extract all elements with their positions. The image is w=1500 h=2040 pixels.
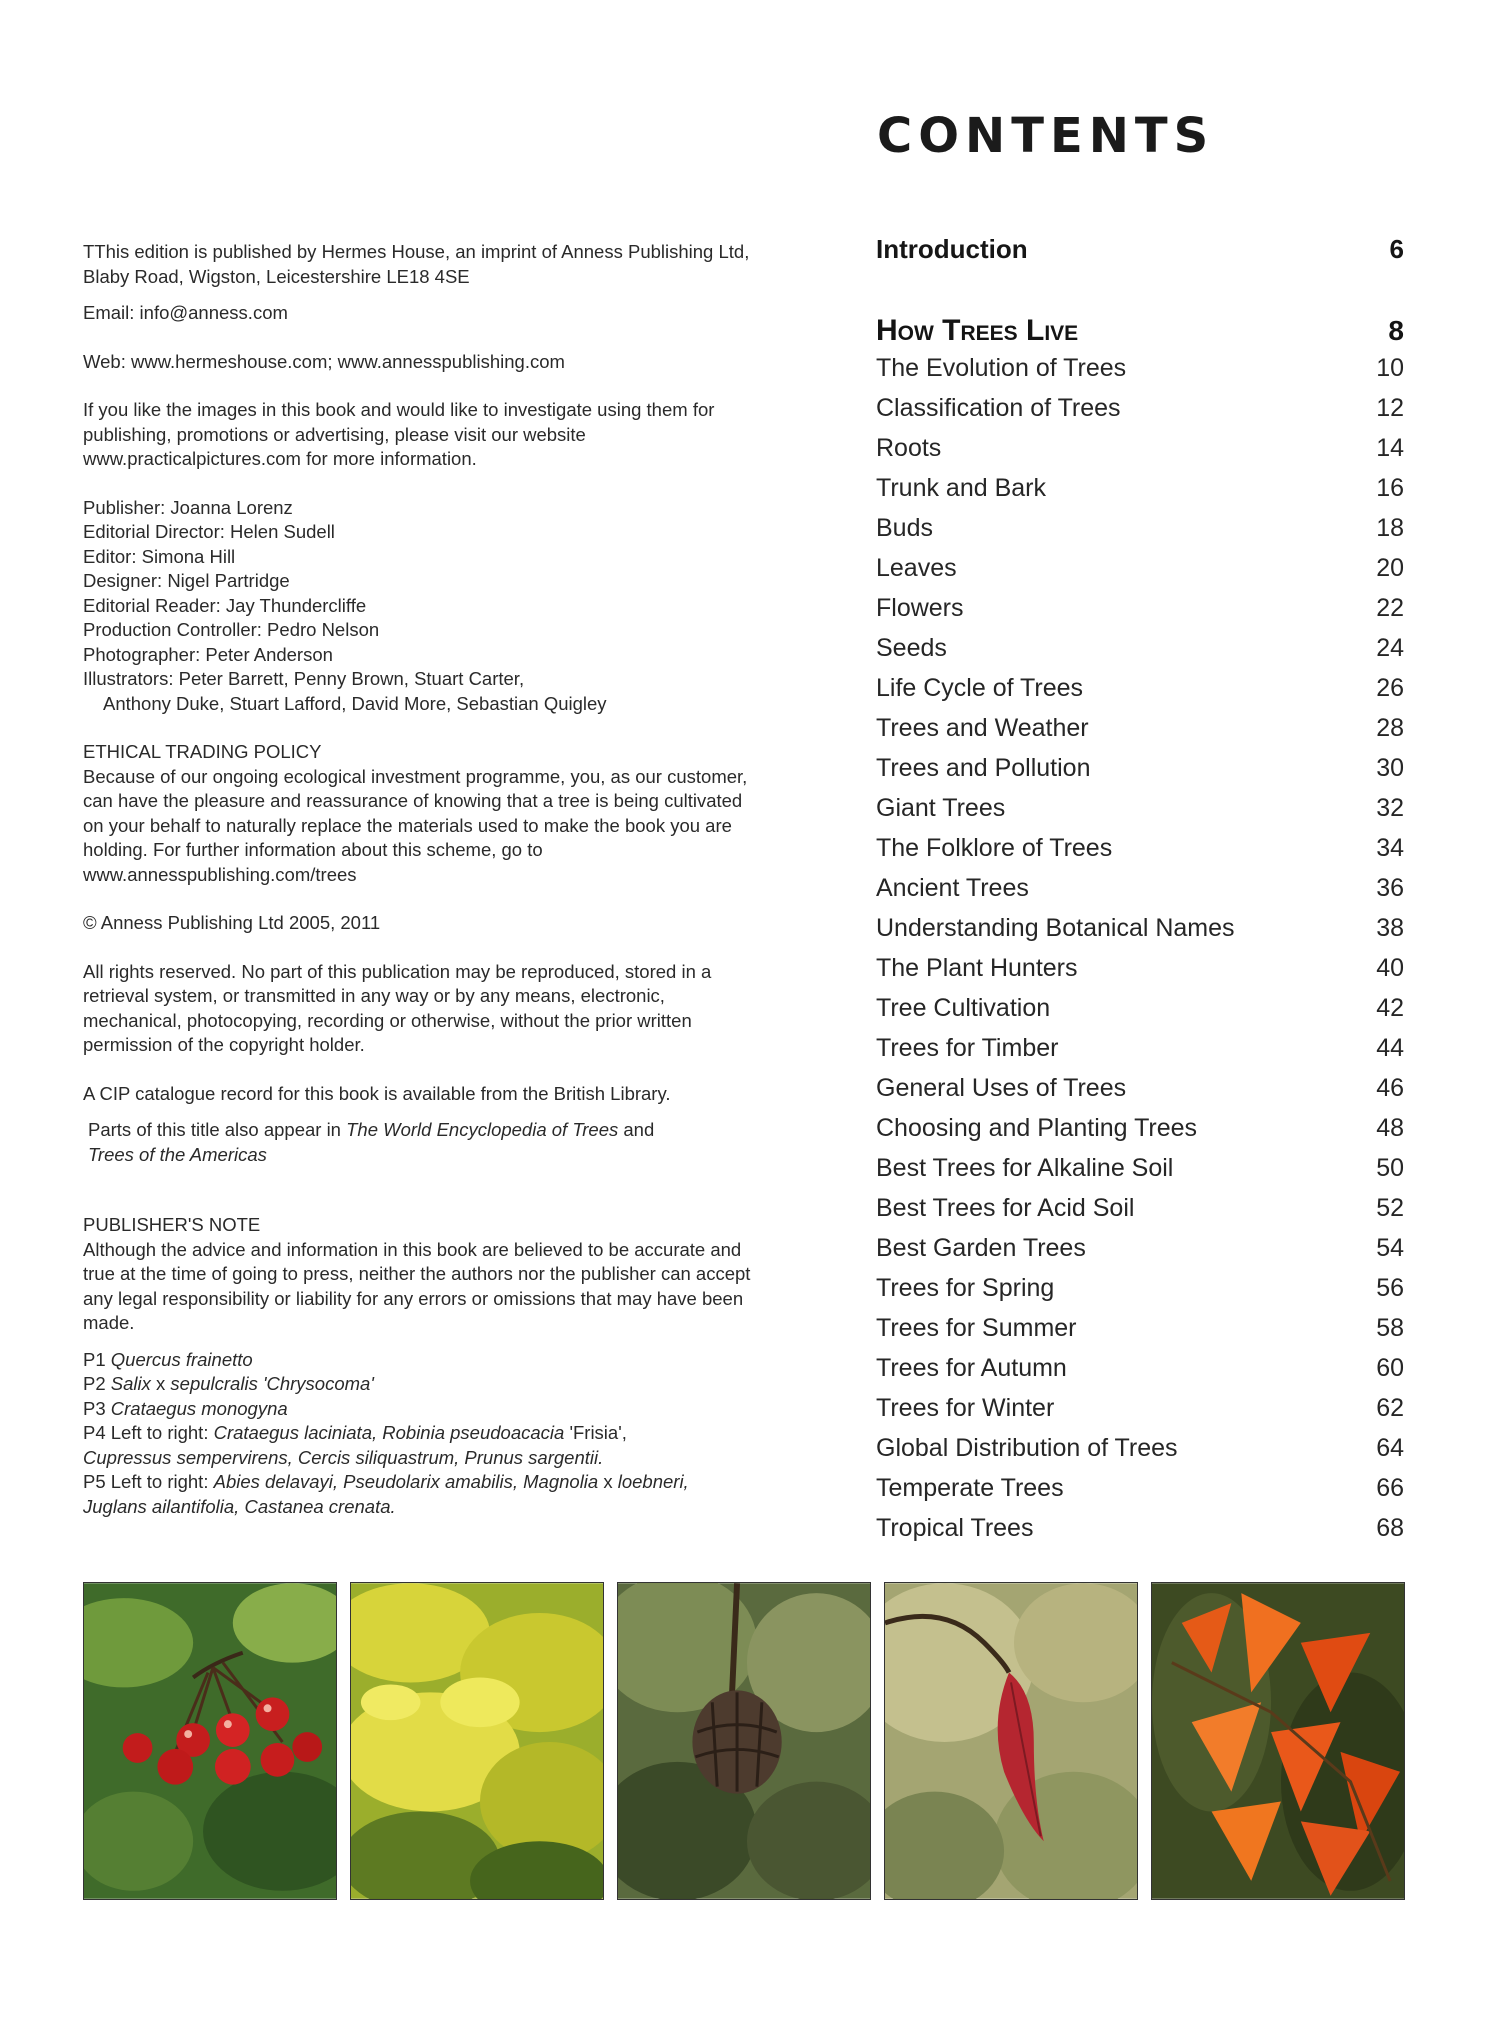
toc-entry-label: Giant Trees <box>876 794 1006 822</box>
note-line: true at the time of going to press, neither the authors nor the publisher can accept <box>83 1263 751 1284</box>
credit-line: Publisher: Joanna Lorenz <box>83 496 293 518</box>
toc-entry-page: 40 <box>1376 954 1404 982</box>
toc-entry-page: 16 <box>1376 474 1404 502</box>
cypress-cone-image <box>618 1583 870 1899</box>
toc-entry-page: 48 <box>1376 1114 1404 1142</box>
toc-entry-label: Tropical Trees <box>876 1514 1034 1542</box>
toc-entry[interactable] <box>876 674 1404 714</box>
toc-entry[interactable] <box>876 874 1404 914</box>
toc-entry-page: 64 <box>1376 1434 1404 1462</box>
toc-entry[interactable] <box>876 394 1404 434</box>
book-title: The World Encyclopedia of Trees <box>346 1119 619 1140</box>
toc-entry-label: Tree Cultivation <box>876 994 1051 1022</box>
credit-line: Editorial Reader: Jay Thundercliffe <box>83 594 367 616</box>
credit-line: Production Controller: Pedro Nelson <box>83 619 380 640</box>
caption-label: P5 Left to right: <box>83 1471 214 1492</box>
parts-and: and <box>618 1119 655 1140</box>
toc-entry[interactable] <box>876 1234 1404 1274</box>
toc-entry[interactable] <box>876 1194 1404 1234</box>
toc-entry[interactable] <box>876 714 1404 754</box>
toc-entry-label: The Evolution of Trees <box>876 354 1127 382</box>
toc-entry[interactable] <box>876 1154 1404 1194</box>
species-name: sepulcralis 'Chrysocoma' <box>170 1373 374 1394</box>
toc-entry-page: 56 <box>1376 1274 1404 1302</box>
caption-label: P4 Left to right: <box>83 1422 214 1443</box>
credit-line: Editor: Simona Hill <box>83 545 236 567</box>
page-title: CONTENTS <box>877 108 1215 164</box>
toc-entry-introduction[interactable] <box>876 234 1404 274</box>
toc-entry-label: Global Distribution of Trees <box>876 1434 1178 1462</box>
toc-entry-page: 60 <box>1376 1354 1404 1382</box>
toc-entry-label: Temperate Trees <box>876 1474 1064 1502</box>
credit-line: Photographer: Peter Anderson <box>83 643 333 665</box>
note-line: any legal responsibility or liability for any errors or omissions that may have been <box>83 1287 744 1309</box>
toc-entry-page: 66 <box>1376 1474 1404 1502</box>
rights-line: retrieval system, or transmitted in any way or by any means, electronic, <box>83 985 665 1006</box>
toc-entry-label: Leaves <box>876 554 957 582</box>
caption-p5 <box>83 1470 828 1495</box>
toc-entry-label: Best Garden Trees <box>876 1234 1086 1262</box>
toc-entry-page: 52 <box>1376 1194 1404 1222</box>
toc-entry-label: Introduction <box>876 234 1028 264</box>
rights-line: permission of the copyright holder. <box>83 1034 365 1055</box>
toc-entry-page: 34 <box>1376 834 1404 862</box>
photo-captions <box>83 1348 828 1520</box>
caption-label: P2 <box>83 1373 111 1394</box>
toc-entry-page: 26 <box>1376 674 1404 702</box>
images-note-line: www.practicalpictures.com for more information. <box>83 448 477 469</box>
toc-intro <box>876 234 1404 274</box>
toc-entry[interactable] <box>876 514 1404 554</box>
imprint-column <box>83 240 828 1519</box>
rights-line: mechanical, photocopying, recording or otherwise, without the prior written <box>83 1009 692 1031</box>
publisher-address: Blaby Road, Wigston, Leicestershire LE18 4SE <box>83 265 470 287</box>
species-name: Abies delavayi, Pseudolarix amabilis, Magnolia <box>213 1471 599 1492</box>
toc-entry[interactable] <box>876 1274 1404 1314</box>
species-name: Juglans ailantifolia, Castanea crenata. <box>83 1495 396 1517</box>
cercis-seed-pod-image <box>885 1583 1137 1899</box>
cultivar-name: 'Frisia', <box>564 1422 627 1443</box>
credit-line: Editorial Director: Helen Sudell <box>83 521 335 542</box>
toc-entry[interactable] <box>876 1354 1404 1394</box>
toc-entry-page: 62 <box>1376 1394 1404 1422</box>
toc-entry[interactable] <box>876 994 1404 1034</box>
toc-entry-page: 42 <box>1376 994 1404 1022</box>
caption-p4-cont <box>83 1446 828 1471</box>
toc-entry-page: 54 <box>1376 1234 1404 1262</box>
note-line: Although the advice and information in this book are believed to be accurate and <box>83 1238 742 1260</box>
toc-entry-page: 20 <box>1376 554 1404 582</box>
toc-entry-page: 6 <box>1389 234 1404 264</box>
toc-entry[interactable] <box>876 834 1404 874</box>
toc-entry-page: 50 <box>1376 1154 1404 1182</box>
images-note-line: If you like the images in this book and would like to investigate using them for <box>83 399 715 420</box>
copyright-line: © Anness Publishing Ltd 2005, 2011 <box>83 912 381 933</box>
toc-entry-page: 68 <box>1376 1514 1404 1542</box>
ethical-line: can have the pleasure and reassurance of knowing that a tree is being cultivated <box>83 790 743 811</box>
toc-entry-label: Trees for Summer <box>876 1314 1077 1342</box>
credit-line: Anthony Duke, Stuart Lafford, David More, Sebastian Quigley <box>103 692 607 714</box>
toc-entry-label: Buds <box>876 514 933 542</box>
toc-entry-label: Flowers <box>876 594 964 622</box>
toc-entry-page: 12 <box>1376 394 1404 422</box>
caption-p5-cont <box>83 1495 828 1520</box>
photo-cercis-pod <box>884 1582 1138 1900</box>
toc-entry[interactable] <box>876 1074 1404 1114</box>
photo-strip <box>83 1582 1405 1900</box>
toc-entry-label: Understanding Botanical Names <box>876 914 1235 942</box>
toc-entry[interactable] <box>876 1114 1404 1154</box>
photo-robinia-frisia <box>350 1582 604 1900</box>
toc-entry[interactable] <box>876 434 1404 474</box>
toc-entry[interactable] <box>876 354 1404 394</box>
toc-section-page: 8 <box>1388 315 1404 346</box>
hybrid-mark: x <box>150 1373 171 1394</box>
toc-entry-page: 28 <box>1376 714 1404 742</box>
toc-entry-page: 38 <box>1376 914 1404 942</box>
toc-section-label: How Trees Live <box>876 314 1079 347</box>
toc-entry[interactable] <box>876 1514 1404 1554</box>
toc-entry-label: Choosing and Planting Trees <box>876 1114 1198 1142</box>
caption-p1 <box>83 1348 828 1373</box>
ethical-policy <box>83 740 828 887</box>
toc-section-how-trees-live <box>876 314 1404 1554</box>
note-heading: PUBLISHER'S NOTE <box>83 1214 261 1235</box>
toc-entry-label: Best Trees for Acid Soil <box>876 1194 1135 1222</box>
toc-entry-page: 10 <box>1376 354 1404 382</box>
photo-hawthorn-berries <box>83 1582 337 1900</box>
toc-entry[interactable] <box>876 914 1404 954</box>
toc-entry[interactable] <box>876 954 1404 994</box>
toc-entry-page: 18 <box>1376 514 1404 542</box>
book-title: Trees of the Americas <box>88 1143 267 1165</box>
credits-list <box>83 496 828 717</box>
toc-entry[interactable] <box>876 1474 1404 1514</box>
ethical-heading: ETHICAL TRADING POLICY <box>83 741 322 762</box>
toc-entry-label: The Folklore of Trees <box>876 834 1113 862</box>
toc-entry[interactable] <box>876 1394 1404 1434</box>
toc-entry-label: Trees for Timber <box>876 1034 1059 1062</box>
images-note-line: publishing, promotions or advertising, please visit our website <box>83 423 586 445</box>
toc-entry-page: 44 <box>1376 1034 1404 1062</box>
toc-entry[interactable] <box>876 1434 1404 1474</box>
email-line: Email: info@anness.com <box>83 302 288 323</box>
note-line: made. <box>83 1312 135 1333</box>
toc-section-heading[interactable] <box>876 314 1404 354</box>
toc-entry[interactable] <box>876 1314 1404 1354</box>
publishers-note <box>83 1213 828 1336</box>
toc-entry[interactable] <box>876 594 1404 634</box>
photo-prunus-autumn <box>1151 1582 1405 1900</box>
toc-entry-page: 14 <box>1376 434 1404 462</box>
species-name: Cupressus sempervirens, Cercis siliquastrum, Prunus sargentii. <box>83 1446 604 1468</box>
toc-entry-label: The Plant Hunters <box>876 954 1078 982</box>
cip-line: A CIP catalogue record for this book is available from the British Library. <box>83 1082 671 1104</box>
hybrid-mark: x <box>598 1471 618 1492</box>
toc-entry-label: Best Trees for Alkaline Soil <box>876 1154 1174 1182</box>
caption-label: P3 <box>83 1397 111 1419</box>
toc-entry-label: Trees for Winter <box>876 1394 1055 1422</box>
toc-entry[interactable] <box>876 554 1404 594</box>
toc-entry-label: Trees and Weather <box>876 714 1089 742</box>
species-name: Crataegus laciniata, Robinia pseudoacacia <box>213 1422 565 1443</box>
toc-entry-page: 32 <box>1376 794 1404 822</box>
toc-entry[interactable] <box>876 754 1404 794</box>
caption-p2 <box>83 1372 828 1397</box>
species-name: Crataegus monogyna <box>110 1397 288 1419</box>
caption-label: P1 <box>83 1348 111 1370</box>
toc-entry-label: Seeds <box>876 634 947 662</box>
toc-entry-page: 46 <box>1376 1074 1404 1102</box>
ethical-line: on your behalf to naturally replace the materials used to make the book you are <box>83 814 732 836</box>
species-name: Quercus frainetto <box>110 1348 253 1370</box>
toc-entry-label: Trees for Autumn <box>876 1354 1067 1382</box>
toc-entry-label: Classification of Trees <box>876 394 1121 422</box>
toc-entry-label: Roots <box>876 434 942 462</box>
toc-entry[interactable] <box>876 474 1404 514</box>
parts-prefix: Parts of this title also appear in <box>88 1119 347 1140</box>
toc-entry-label: Trees for Spring <box>876 1274 1055 1302</box>
species-name: Salix <box>110 1373 151 1394</box>
toc-entry-label: General Uses of Trees <box>876 1074 1127 1102</box>
toc-entry-page: 30 <box>1376 754 1404 782</box>
web-line: Web: www.hermeshouse.com; www.annesspublishing.com <box>83 350 565 372</box>
toc-entry[interactable] <box>876 634 1404 674</box>
caption-p3 <box>83 1397 828 1422</box>
rights-notice <box>83 960 828 1058</box>
toc-entry-label: Life Cycle of Trees <box>876 674 1084 702</box>
credit-line: Illustrators: Peter Barrett, Penny Brown, Stuart Carter, <box>83 668 525 689</box>
parts-note <box>83 1118 828 1167</box>
rights-line: All rights reserved. No part of this publication may be reproduced, stored in a <box>83 960 712 982</box>
toc-entry-page: 24 <box>1376 634 1404 662</box>
ethical-line: Because of our ongoing ecological investment programme, you, as our customer, <box>83 765 748 787</box>
species-name: loebneri, <box>617 1471 689 1492</box>
photo-cypress-cone <box>617 1582 871 1900</box>
images-note <box>83 398 828 472</box>
toc-entry[interactable] <box>876 1034 1404 1074</box>
toc-entry-page: 58 <box>1376 1314 1404 1342</box>
ethical-line: holding. For further information about this scheme, go to <box>83 839 543 860</box>
prunus-autumn-leaves-image <box>1152 1583 1404 1899</box>
caption-p4 <box>83 1421 828 1446</box>
toc-entry-label: Ancient Trees <box>876 874 1029 902</box>
toc-entry-label: Trunk and Bark <box>876 474 1046 502</box>
toc-entry-label: Trees and Pollution <box>876 754 1091 782</box>
robinia-foliage-image <box>351 1583 603 1899</box>
toc-entry[interactable] <box>876 794 1404 834</box>
credit-line: Designer: Nigel Partridge <box>83 570 290 591</box>
publisher-line: TThis edition is published by Hermes House, an imprint of Anness Publishing Ltd, <box>83 241 750 262</box>
publisher-info <box>83 240 828 289</box>
ethical-link: www.annesspublishing.com/trees <box>83 863 357 885</box>
toc-entry-page: 36 <box>1376 874 1404 902</box>
toc-entry-page: 22 <box>1376 594 1404 622</box>
hawthorn-berries-image <box>84 1583 336 1899</box>
